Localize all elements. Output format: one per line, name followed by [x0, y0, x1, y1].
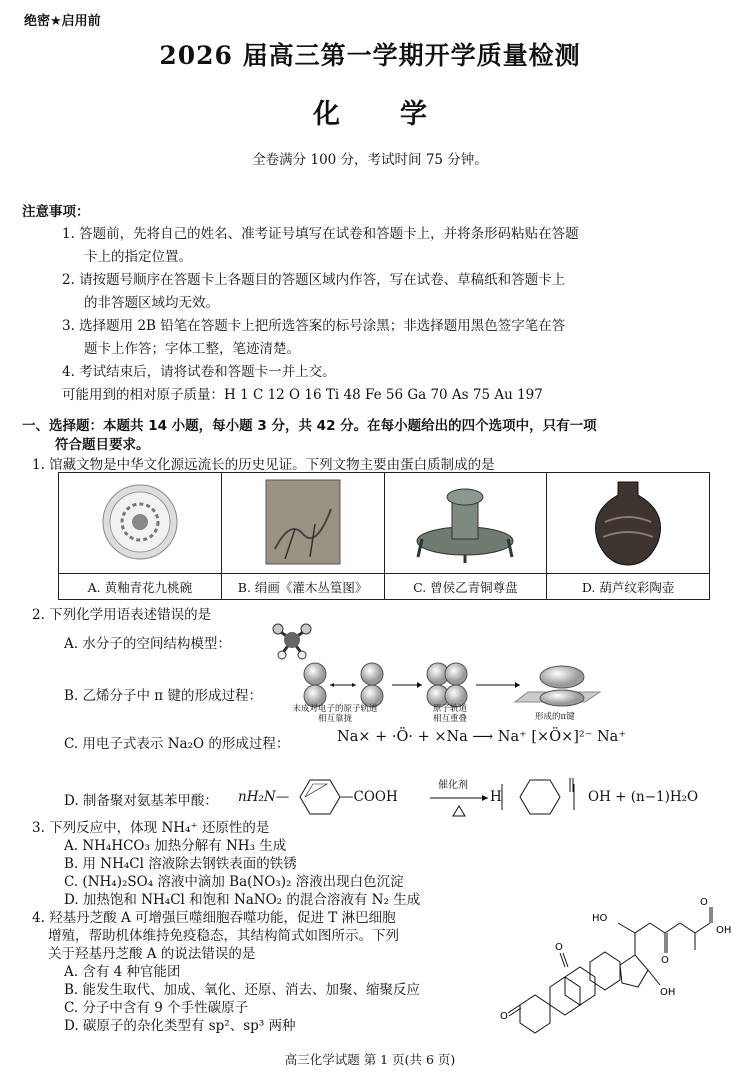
d-product-tail: OH + (n−1)H₂O [588, 789, 699, 805]
subject-title: 化学 [313, 99, 487, 130]
water-model-diagram [268, 620, 318, 662]
q1-option-a: A. 黄釉青花九桃碗 [59, 574, 222, 600]
svg-text:O: O [700, 897, 708, 908]
pi-bond-diagram [300, 662, 610, 710]
hydroxy-acid-structure-diagram [500, 895, 732, 1035]
svg-text:O: O [500, 1011, 508, 1022]
q3-stem: 3. 下列反应中，体现 NH₄⁺ 还原性的是 [32, 820, 270, 836]
atomic-mass-line: 可能用到的相对原子质量：H 1 C 12 O 16 Ti 48 Fe 56 Ga 70 As 75 Au 197 [62, 387, 543, 403]
relic-pottery-image [547, 473, 710, 574]
q1-option-b: B. 绢画《灌木丛篁图》 [221, 574, 384, 600]
q1-stem: 1. 馆藏文物是中华文化源远流长的历史见证。下列文物主要由蛋白质制成的是 [32, 457, 495, 473]
relic-bronze-image [384, 473, 547, 574]
confidential-label: 绝密★启用前 [24, 14, 101, 29]
note-line: 卡上的指定位置。 [84, 249, 192, 265]
q2-option-a: A. 水分子的空间结构模型： [64, 636, 231, 652]
note-line: 3. 选择题用 2B 铅笔在答题卡上把所选答案的标号涂黑；非选择题用黑色签字笔在答 [62, 318, 566, 334]
pi-label-approach: 未成对电子的原子轨道相互靠拢 [292, 704, 378, 724]
q3-option-a: A. NH₄HCO₃ 加热分解有 NH₃ 生成 [64, 838, 287, 854]
q2-option-b: B. 乙烯分子中 π 键的形成过程： [64, 688, 262, 704]
q1-option-d: D. 葫芦纹彩陶壶 [547, 574, 710, 600]
relic-bowl-image [59, 473, 222, 574]
section-heading: 一、选择题：本题共 14 小题，每小题 3 分，共 42 分。在每小题给出的四个选项中，只有一项 [22, 418, 597, 434]
q4-stem-line: 4. 羟基丹芝酸 A 可增强巨噬细胞吞噬功能，促进 T 淋巴细胞 [32, 910, 396, 926]
q4-option-c: C. 分子中含有 9 个手性碳原子 [64, 1000, 249, 1016]
q4-option-b: B. 能发生取代、加成、氧化、还原、消去、加聚、缩聚反应 [64, 982, 421, 998]
svg-text:OH: OH [660, 987, 676, 998]
notes-heading: 注意事项： [22, 204, 90, 220]
svg-text:OH: OH [716, 925, 732, 936]
q2-stem: 2. 下列化学用语表述错误的是 [32, 607, 212, 623]
q1-option-c: C. 曾侯乙青铜尊盘 [384, 574, 547, 600]
na2o-electron-formula: Na× + ·Ö· + ×Na ⟶ Na⁺ [×Ö×]²⁻ Na⁺ [337, 729, 626, 745]
q4-stem-line: 关于羟基丹芝酸 A 的说法错误的是 [48, 946, 256, 962]
svg-text:HO: HO [592, 913, 608, 924]
exam-info: 全卷满分 100 分，考试时间 75 分钟。 [252, 152, 488, 168]
relic-painting-image [221, 473, 384, 574]
note-line: 4. 考试结束后，请将试卷和答题卡一并上交。 [62, 364, 336, 380]
note-line: 的非答题区域均无效。 [84, 295, 219, 311]
q4-option-d: D. 碳原子的杂化类型有 sp²、sp³ 两种 [64, 1018, 296, 1034]
q3-option-c: C. (NH₄)₂SO₄ 溶液中滴加 Ba(NO₃)₂ 溶液出现白色沉淀 [64, 874, 404, 890]
exam-title: 2026 届高三第一学期开学质量检测 [159, 41, 581, 70]
q4-stem-line: 增殖，帮助机体维持免疫稳态，其结构简式如图所示。下列 [48, 928, 399, 944]
q3-option-b: B. 用 NH₄Cl 溶液除去钢铁表面的铁锈 [64, 856, 297, 872]
section-heading-cont: 符合题目要求。 [55, 437, 150, 453]
q2-option-d: D. 制备聚对氨基苯甲酸： [64, 793, 218, 809]
svg-text:O: O [661, 955, 669, 966]
d-reactant-acid: —COOH [340, 789, 398, 805]
q4-option-a: A. 含有 4 种官能团 [64, 964, 181, 980]
pi-label-overlap: 原子轨道相互重叠 [432, 704, 467, 724]
relics-table [58, 472, 710, 600]
d-reactant-amine: nH₂N— [238, 789, 290, 805]
q2-option-c: C. 用电子式表示 Na₂O 的形成过程： [64, 736, 290, 752]
q3-option-d: D. 加热饱和 NH₄Cl 和饱和 NaNO₂ 的混合溶液有 N₂ 生成 [64, 892, 421, 908]
note-line: 题卡上作答；字体工整，笔迹清楚。 [84, 341, 300, 357]
page-footer: 高三化学试题 第 1 页(共 6 页) [284, 1052, 456, 1067]
d-product-h: H [490, 789, 502, 805]
note-line: 2. 请按题号顺序在答题卡上各题目的答题区域内作答，写在试卷、草稿纸和答题卡上 [62, 272, 566, 288]
d-catalyst-label: 催化剂 [438, 780, 468, 791]
svg-text:O: O [555, 942, 563, 953]
note-line: 1. 答题前，先将自己的姓名、准考证号填写在试卷和答题卡上，并将条形码粘贴在答题 [62, 226, 579, 242]
pi-label-bond: 形成的π键 [535, 712, 575, 722]
